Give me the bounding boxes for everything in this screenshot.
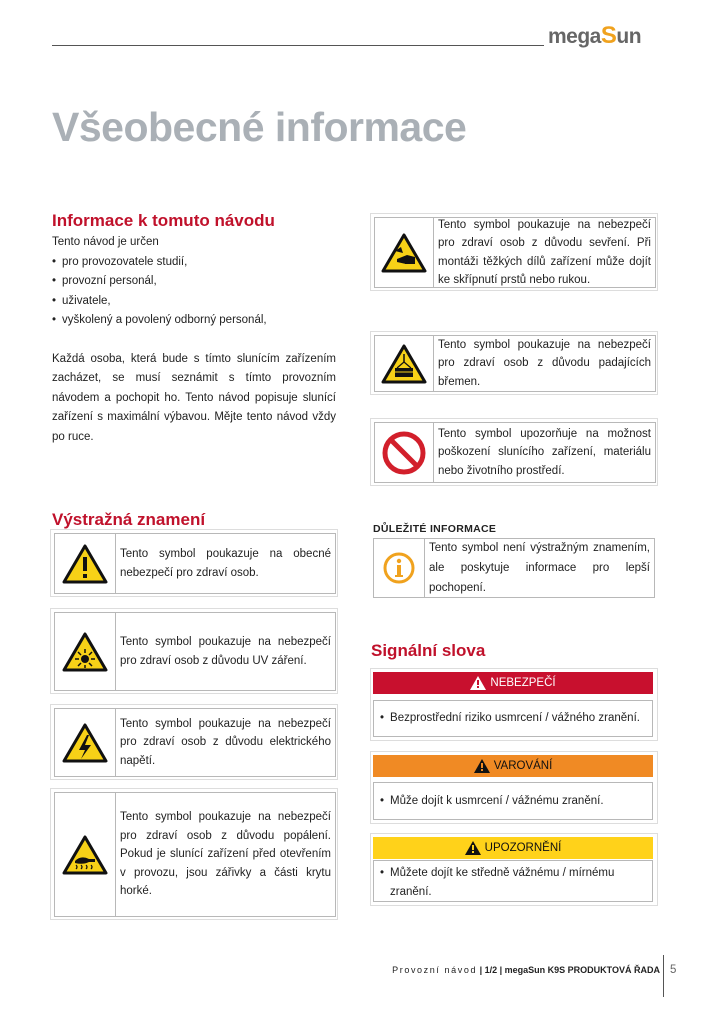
about-intro: Tento návod je určen	[52, 236, 159, 248]
warning-row-uv	[50, 608, 338, 694]
warning-text: Tento symbol poukazuje na nebezpečí pro zdraví osob z důvodu UV záření.	[120, 636, 331, 667]
warning-row-hot-surface	[50, 788, 338, 920]
list-item: • vyškolený a povolený odborný personál,	[52, 311, 336, 331]
signal-text: Bezprostřední riziko usmrcení / vážného zranění.	[390, 712, 640, 724]
warning-row-general	[50, 529, 338, 597]
signal-label: VAROVÁNÍ	[493, 760, 553, 772]
warning-text: Tento symbol poukazuje na obecné nebezpečí pro zdraví osob.	[120, 548, 331, 579]
symbol-text: Tento symbol poukazuje na nebezpečí pro zdraví osob z důvodu padajících břemen.	[438, 338, 651, 388]
warnings-heading: Výstražná znamení	[52, 510, 206, 529]
important-row	[370, 537, 658, 601]
list-item: • pro provozovatele studií,	[52, 253, 336, 273]
signal-text: Můžete dojít ke středně vážnému / mírnému zranění.	[390, 867, 615, 898]
signal-caution-body: • Můžete dojít ke středně vážnému / mírnému zranění.	[373, 860, 653, 902]
signal-text: Může dojít k usmrcení / vážnému zranění.	[390, 794, 604, 807]
signal-warning-header	[373, 755, 653, 777]
warning-text: Tento symbol poukazuje na nebezpečí pro zdraví osob z důvodu popálení. Pokud je slunící zařízení před otevřením v provozu, jsou zářivky a části krytu horké.	[120, 811, 331, 898]
warning-text: Tento symbol poukazuje na nebezpečí pro zdraví osob z důvodu elektrického napětí.	[120, 717, 331, 767]
audience-list	[52, 253, 336, 331]
signal-words-heading: Signální slova	[371, 641, 486, 660]
info-icon	[382, 551, 416, 585]
signal-caution-header	[373, 837, 653, 859]
page-title: Všeobecné informace	[52, 104, 467, 150]
warning-triangle-icon	[470, 676, 486, 690]
warning-triangle-icon	[465, 841, 481, 855]
hot-surface-icon	[62, 835, 108, 875]
footer-rule	[663, 955, 664, 997]
general-danger-icon	[62, 544, 108, 584]
prohibition-icon	[381, 430, 427, 476]
warning-row-electric	[50, 704, 338, 780]
list-item: • provozní personál,	[52, 272, 336, 292]
footer-text: Provozní návod | 1/2 | megaSun K9S PRODUKTOVÁ ŘADA	[392, 965, 660, 975]
falling-load-icon	[381, 344, 427, 384]
signal-label: UPOZORNĚNÍ	[484, 842, 562, 854]
header-rule	[52, 45, 544, 46]
signal-danger-body: • Bezprostřední riziko usmrcení / vážného zranění.	[373, 700, 653, 737]
signal-label: NEBEZPEČÍ	[490, 677, 556, 689]
page-number: 5	[670, 964, 677, 976]
megasun-logo: megaSun	[548, 22, 642, 49]
electric-voltage-icon	[62, 723, 108, 763]
symbol-row-prohibition	[370, 418, 658, 486]
uv-radiation-icon	[62, 632, 108, 672]
warning-triangle-icon	[474, 759, 490, 773]
symbol-text: Tento symbol upozorňuje na možnost poškození slunícího zařízení, materiálu nebo životního prostředí.	[438, 427, 651, 477]
about-heading: Informace k tomuto návodu	[52, 211, 275, 230]
list-item: • uživatele,	[52, 292, 336, 312]
signal-warning-body: • Může dojít k usmrcení / vážnému zranění.	[373, 782, 653, 820]
symbol-row-crush	[370, 213, 658, 291]
about-section	[52, 233, 336, 447]
about-paragraph: Každá osoba, která bude s tímto slunícím zařízením zacházet, se musí seznámit s tímto provozním návodem a pochopit ho. Tento návod popisuje slunící zařízení s maximální výbavou. Mějte tento návod vždy po ruce.	[52, 352, 336, 443]
important-label: DŮLEŽITÉ INFORMACE	[373, 523, 497, 535]
symbol-row-falling-load	[370, 331, 658, 395]
important-text: Tento symbol není výstražným znamením, ale poskytuje informace pro lepší pochopení.	[429, 542, 650, 594]
signal-danger-header	[373, 672, 653, 694]
symbol-text: Tento symbol poukazuje na nebezpečí pro zdraví osob z důvodu sevření. Při montáži těžkých dílů zařízení může dojít ke skřípnutí prstů nebo rukou.	[438, 218, 651, 286]
crush-hazard-icon	[381, 233, 427, 273]
